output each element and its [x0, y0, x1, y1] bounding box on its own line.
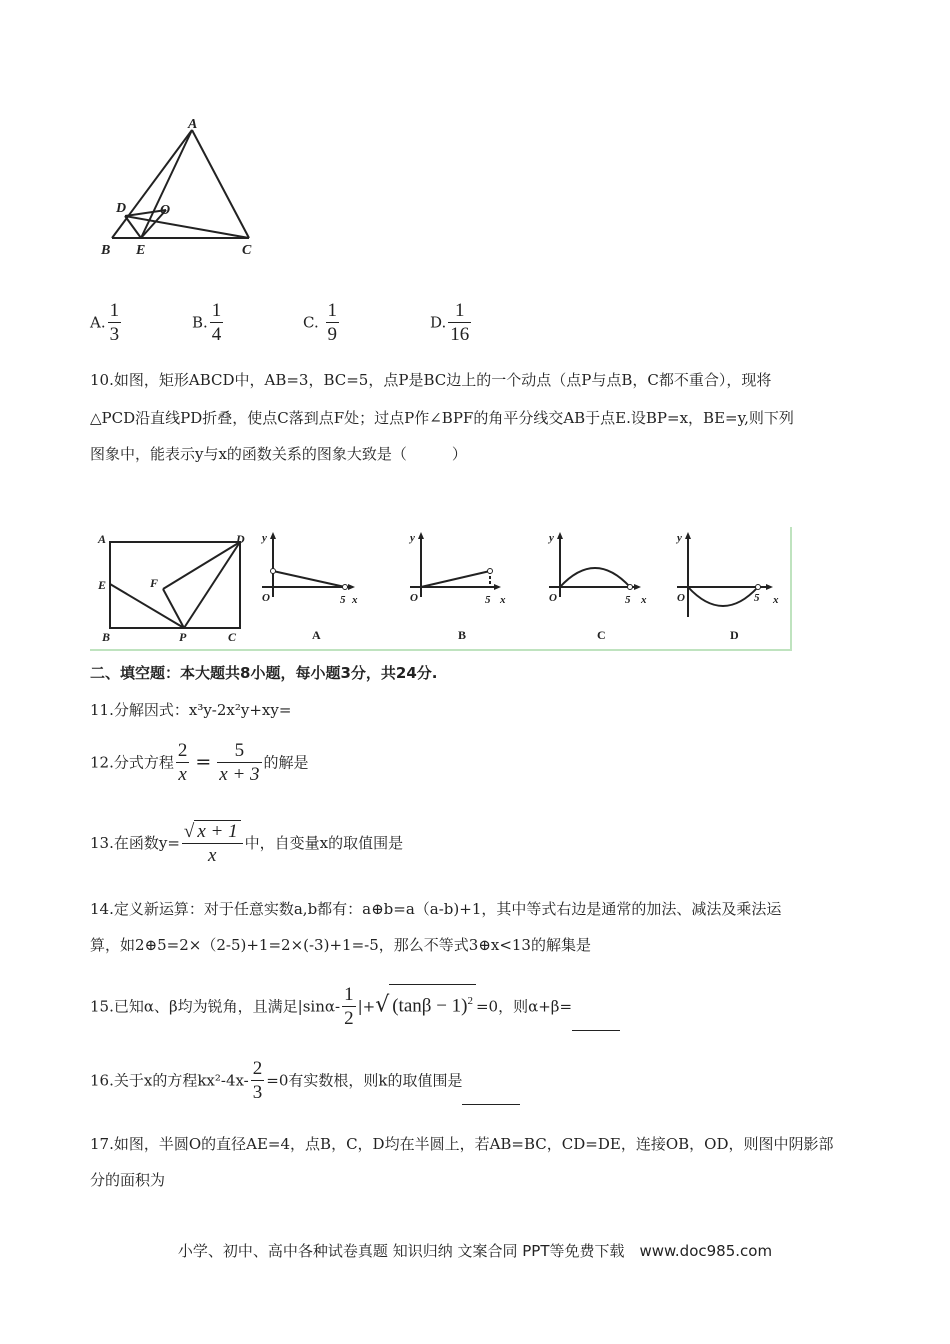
label-O: O: [160, 203, 171, 218]
graphs-figure: [90, 527, 792, 651]
label-A: A: [188, 118, 198, 132]
option-d[interactable]: [430, 300, 473, 347]
q13: [90, 820, 403, 868]
graph-a: [260, 532, 358, 642]
q17-line1: 17.如图，半圆O的直径AE=4，点B，C，D均在半圆上，若AB=BC，CD=DE，连接OB，OD，则图中阴影部: [90, 1135, 834, 1153]
option-d-label: D.: [430, 313, 447, 332]
graph-d-y: y: [677, 532, 682, 544]
rect-label-P: P: [179, 630, 187, 644]
q11: 11.分解因式：x³y-2x²y+xy=: [90, 701, 292, 719]
rect-label-F: F: [150, 576, 159, 590]
graph-d-x: x: [773, 594, 779, 606]
choice-a: A: [312, 628, 321, 642]
q15-power: 2: [467, 995, 473, 1008]
graph-c-o: O: [549, 592, 557, 604]
q13-prefix: 13.在函数y=: [90, 834, 180, 852]
q15: [90, 984, 620, 1031]
graph-a-o: O: [262, 592, 270, 604]
option-b-num: 1: [211, 300, 222, 321]
option-c-label: C.: [303, 313, 319, 332]
q12-num1: 2: [177, 740, 188, 761]
graph-b-5: 5: [485, 594, 491, 606]
q15-num: 1: [344, 984, 354, 1005]
q12-num2: 5: [217, 740, 261, 763]
q13-num: √ x + 1: [182, 820, 243, 844]
graph-d-o: O: [677, 592, 685, 604]
q15-radicand: [389, 984, 476, 1022]
q15-prefix: 15.已知α、β均为锐角，且满足|sinα-: [90, 997, 341, 1016]
q13-suffix: 中，自变量x的取值围是: [244, 834, 404, 852]
graph-b-x: x: [500, 594, 506, 606]
graph-b-o: O: [410, 592, 418, 604]
label-E: E: [136, 243, 146, 258]
graph-c: [547, 532, 647, 642]
q12-eq: =: [195, 750, 212, 773]
q16-answer-blank[interactable]: [462, 1084, 520, 1105]
option-b-label: B.: [192, 313, 208, 332]
graph-d-5: 5: [754, 592, 760, 604]
choice-d: D: [730, 628, 739, 642]
rect-label-E: E: [98, 578, 107, 592]
graph-c-y: y: [549, 532, 554, 544]
graph-a-x: x: [352, 594, 358, 606]
rect-label-D: D: [236, 532, 245, 546]
q16-suffix: =0有实数根，则k的取值围是: [266, 1071, 463, 1090]
q16-den: 3: [252, 1082, 263, 1103]
option-c-num: 1: [327, 300, 337, 321]
section-heading: 二、填空题：本大题共8小题，每小题3分，共24分.: [90, 664, 438, 682]
label-B: B: [101, 243, 111, 258]
q12-suffix: 的解是: [263, 753, 309, 772]
q15-mid: |+: [357, 997, 376, 1016]
q15-answer-blank[interactable]: [572, 1010, 620, 1031]
q15-sqrt-sign: √: [375, 992, 390, 1018]
rect-label-C: C: [228, 630, 237, 644]
q14-line2: 算，如2⊕5=2×（2-5)+1=2×(-3)+1=-5，那么不等式3⊕x<13的解集是: [90, 936, 591, 954]
q10-line3: 图象中，能表示y与x的函数关系的图象大致是（ ）: [90, 445, 467, 463]
q16: [90, 1058, 520, 1105]
rect-label-A: A: [98, 532, 107, 546]
q12-prefix: 12.分式方程: [90, 753, 174, 772]
q10-line2: △PCD沿直线PD折叠，使点C落到点F处；过点P作∠BPF的角平分线交AB于点E.设BP=x，BE=y,则下列: [90, 409, 794, 427]
q15-den: 2: [344, 1008, 354, 1029]
q13-den: x: [208, 845, 217, 866]
q15-rad-text: (tanβ − 1): [392, 995, 468, 1017]
graph-c-x: x: [641, 594, 647, 606]
option-b-den: 4: [211, 324, 222, 345]
footer: 小学、初中、高中各种试卷真题 知识归纳 文案合同 PPT等免费下载 www.doc985.com: [177, 1242, 773, 1260]
option-a-den: 3: [109, 324, 120, 345]
option-a[interactable]: [90, 300, 123, 347]
q10-line1: 10.如图，矩形ABCD中，AB=3，BC=5，点P是BC边上的一个动点（点P与点B，C都不重合），现将: [90, 371, 772, 389]
option-d-num: 1: [448, 300, 471, 323]
triangle-figure: [96, 118, 266, 258]
option-c-den: 9: [327, 324, 337, 345]
q13-radicand: x + 1: [194, 820, 240, 843]
graph-d: [675, 532, 779, 642]
option-a-num: 1: [109, 300, 120, 321]
q12-den1: x: [178, 764, 187, 785]
graph-a-y: y: [262, 532, 267, 544]
option-c[interactable]: [303, 300, 341, 347]
q14-line1: 14.定义新运算：对于任意实数a,b都有：a⊕b=a（a-b)+1，其中等式右边是通常的加法、减法及乘法运: [90, 900, 782, 918]
label-D: D: [116, 201, 127, 216]
graph-b-y: y: [410, 532, 415, 544]
q12: [90, 740, 309, 787]
option-a-label: A.: [90, 313, 106, 332]
graph-a-5: 5: [340, 594, 346, 606]
q15-suffix: =0，则α+β=: [475, 997, 573, 1016]
label-C: C: [242, 243, 252, 258]
choice-b: B: [458, 628, 467, 642]
rect-label-B: B: [102, 630, 111, 644]
q12-den2: x + 3: [219, 764, 260, 785]
option-d-den: 16: [450, 324, 470, 345]
q16-prefix: 16.关于x的方程kx²-4x-: [90, 1071, 249, 1090]
option-b[interactable]: [192, 300, 225, 347]
choice-c: C: [597, 628, 606, 642]
graph-b: [408, 532, 506, 642]
q17-line2: 分的面积为: [90, 1171, 166, 1189]
graph-c-5: 5: [625, 594, 631, 606]
q16-num: 2: [252, 1058, 263, 1079]
